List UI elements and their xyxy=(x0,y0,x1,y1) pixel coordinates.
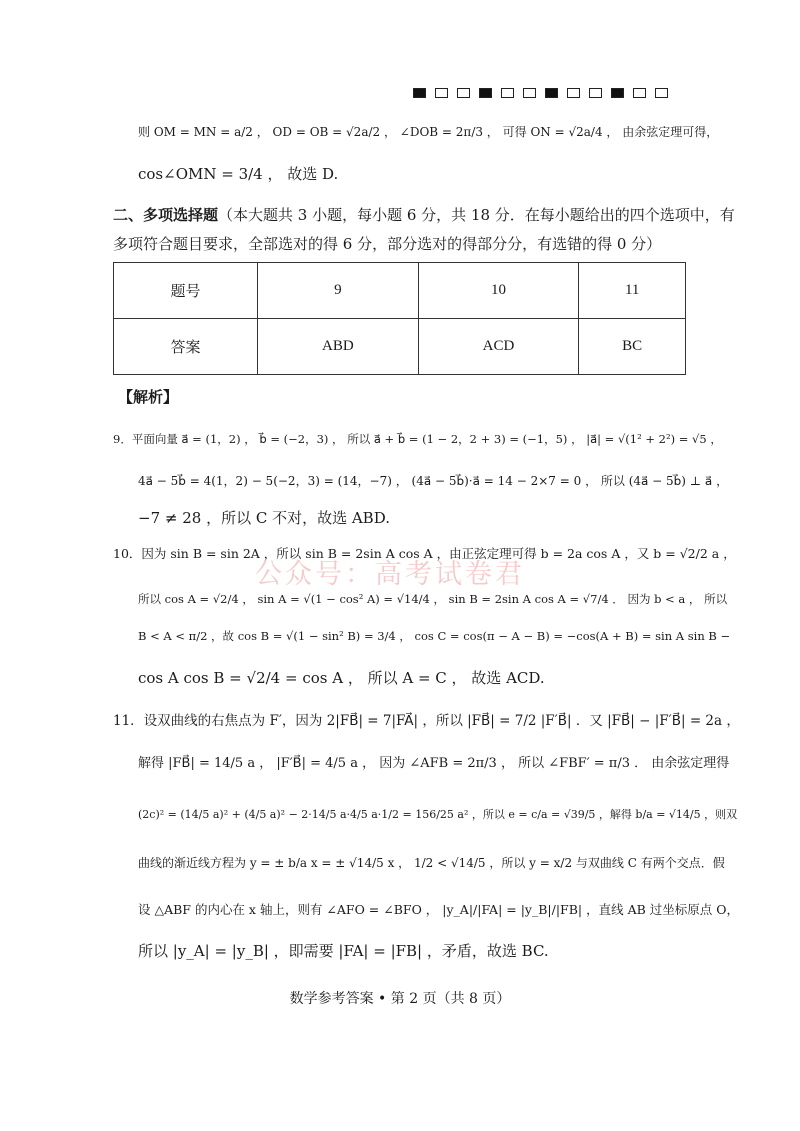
q9-line-1 xyxy=(113,427,722,451)
pattern-square xyxy=(435,88,448,98)
pattern-square xyxy=(479,88,492,98)
pattern-square xyxy=(545,88,558,98)
q9-text-1: 平面向量 a⃗ = (1，2) ， b⃗ = (−2，3) ， 所以 a⃗ + b⃗ = (1 − 2，2 + 3) = (−1，5) ， |a⃗| = √(1² + 2²) = √5 ， xyxy=(131,432,722,446)
q10-line-3: B < A < π/2 ，故 cos B = √(1 − sin² B) = 3/4 ， cos C = cos(π − A − B) = −cos(A + B) = sin A sin B − xyxy=(138,629,731,643)
q11-line-3: (2c)² = (14/5 a)² + (4/5 a)² − 2·14/5 a·4/5 a·1/2 = 156/25 a² ，所以 e = c/a = √39/5 ，解得 b/a = √14/5 ，则双 xyxy=(138,808,738,821)
section-desc-1: （本大题共 3 小题，每小题 6 分，共 18 分．在每小题给出的四个选项中，有 xyxy=(218,206,735,224)
header-pattern xyxy=(413,88,668,98)
table-row-label-answer: 答案 xyxy=(114,319,258,375)
table-cell-answer-10: ACD xyxy=(418,319,579,375)
q10-line-2: 所以 cos A = √2/4 ， sin A = √(1 − cos² A) = √14/4 ， sin B = 2sin A cos A = √7/4 ． 因为 b < a ， 所以 xyxy=(138,592,728,606)
section-desc-2: 多项符合题目要求，全部选对的得 6 分，部分选对的得部分分，有选错的得 0 分） xyxy=(113,235,662,253)
pattern-square xyxy=(589,88,602,98)
q11-number: 11． xyxy=(113,713,144,729)
q11-line-1 xyxy=(113,709,740,733)
intro-line-2: cos∠OMN = 3/4 ， 故选 D. xyxy=(138,165,339,183)
answer-table xyxy=(113,262,686,375)
table-cell-answer-11: BC xyxy=(579,319,686,375)
q11-line-5: 设 △ABF 的内心在 x 轴上，则有 ∠AFO = ∠BFO ， |y_A|/|FA| = |y_B|/|FB| ，直线 AB 过坐标原点 O， xyxy=(138,902,739,917)
pattern-square xyxy=(611,88,624,98)
page-footer: 数学参考答案 • 第 2 页（共 8 页） xyxy=(289,991,511,1007)
pattern-square xyxy=(523,88,536,98)
watermark: 公众号：高考试卷君 xyxy=(255,559,525,590)
table-cell-question-10: 10 xyxy=(418,263,579,319)
section-title: 二、多项选择题 xyxy=(113,206,219,224)
q10-text-1: 因为 sin B = sin 2A ，所以 sin B = 2sin A cos A ，由正弦定理可得 b = 2a cos A ，又 b = √2/2 a ， xyxy=(141,546,736,561)
q9-line-2: 4a⃗ − 5b⃗ = 4(1，2) − 5(−2，3) = (14，−7) ， (4a⃗ − 5b⃗)·a⃗ = 14 − 2×7 = 0 ， 所以 (4a⃗ − 5b⃗) ⊥ a⃗ ， xyxy=(138,474,729,488)
pattern-square xyxy=(413,88,426,98)
intro-line-1: 则 OM = MN = a/2 ， OD = OB = √2a/2 ， ∠DOB = 2π/3 ， 可得 ON = √2a/4 ， 由余弦定理可得， xyxy=(138,125,719,139)
pattern-square xyxy=(567,88,580,98)
pattern-square xyxy=(655,88,668,98)
pattern-square xyxy=(457,88,470,98)
q9-line-3: −7 ≠ 28 ，所以 C 不对，故选 ABD. xyxy=(138,509,390,527)
q9-number: 9． xyxy=(113,432,132,446)
table-cell-question-9: 9 xyxy=(258,263,419,319)
q10-number: 10． xyxy=(113,546,142,561)
pattern-square xyxy=(633,88,646,98)
analysis-heading: 【解析】 xyxy=(118,388,179,406)
q10-line-4: cos A cos B = √2/4 = cos A ， 所以 A = C ， 故选 ACD. xyxy=(138,669,545,687)
table-row-label-question: 题号 xyxy=(114,263,258,319)
pattern-square xyxy=(501,88,514,98)
table-cell-answer-9: ABD xyxy=(258,319,419,375)
table-cell-question-11: 11 xyxy=(579,263,686,319)
q11-line-4: 曲线的渐近线方程为 y = ± b/a x = ± √14/5 x ， 1/2 < √14/5 ，所以 y = x/2 与双曲线 C 有两个交点．假 xyxy=(138,856,725,870)
section-heading xyxy=(113,203,735,227)
q11-line-2: 解得 |FB⃗| = 14/5 a ， |F′B⃗| = 4/5 a ， 因为 ∠AFB = 2π/3 ， 所以 ∠FBF′ = π/3 ． 由余弦定理得 xyxy=(138,756,730,771)
q11-line-6: 所以 |y_A| = |y_B| ，即需要 |FA| = |FB| ，矛盾，故选 BC. xyxy=(138,942,549,960)
q11-text-1: 设双曲线的右焦点为 F′，因为 2|FB⃗| = 7|FA⃗| ，所以 |FB⃗| = 7/2 |F′B⃗| ．又 |FB⃗| − |F′B⃗| = 2a ， xyxy=(143,713,740,729)
